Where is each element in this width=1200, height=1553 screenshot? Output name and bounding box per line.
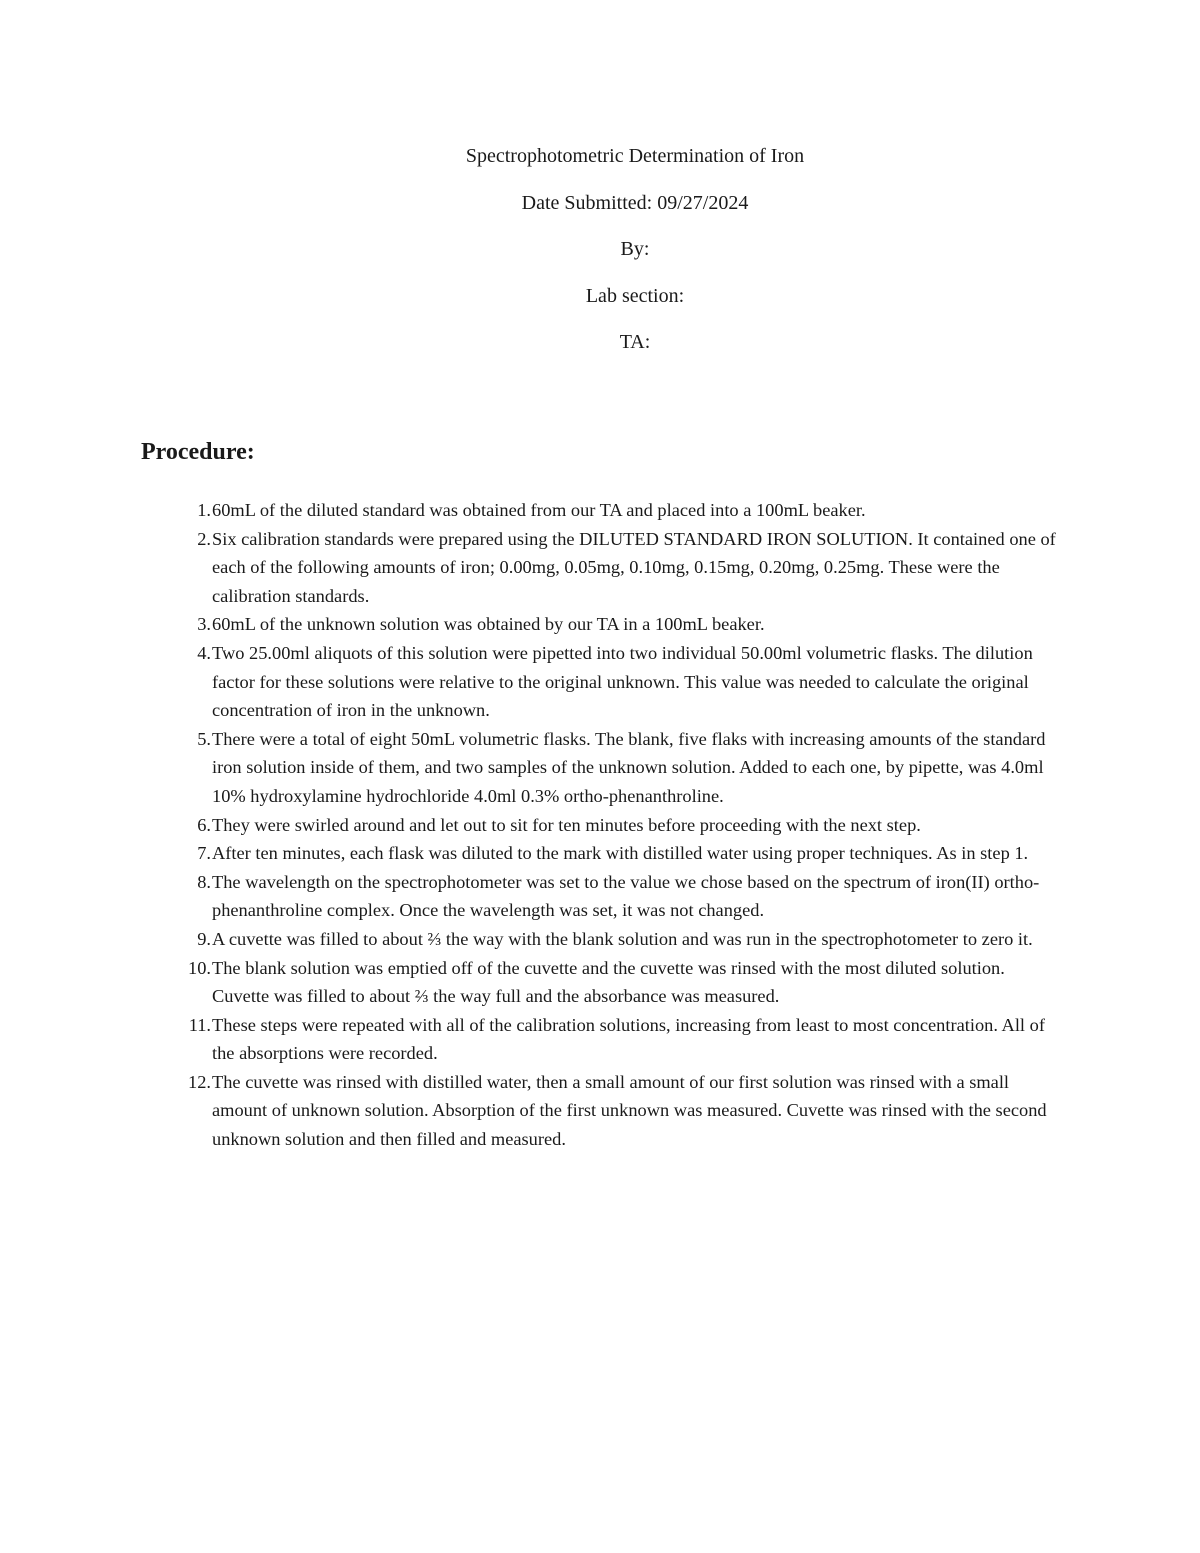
step-text: They were swirled around and let out to sit for ten minutes before proceeding with the next step. xyxy=(212,814,921,835)
procedure-step xyxy=(141,811,1066,840)
step-text: There were a total of eight 50mL volumetric flasks. The blank, five flaks with increasing amounts of the standard iron solution inside of them, and two samples of the unknown solution. Added to each one, by pipette, was 4.0ml 10% hydroxylamine hydrochloride 4.0ml 0.3% ortho-phenanthroline. xyxy=(212,728,1046,806)
author-line: By: xyxy=(620,238,650,260)
procedure-step xyxy=(141,839,1066,868)
step-number: 5. xyxy=(197,728,211,749)
procedure-heading: Procedure: xyxy=(141,439,255,465)
step-number: 10. xyxy=(188,957,211,978)
step-text: The cuvette was rinsed with distilled water, then a small amount of our first solution was rinsed with a small amount of unknown solution. Absorption of the first unknown was measured. Cuvette was rinsed with the second unknown solution and then filled and measured. xyxy=(212,1071,1047,1150)
step-text: After ten minutes, each flask was diluted to the mark with distilled water using proper techniques. As in step 1. xyxy=(212,843,1029,864)
step-number: 9. xyxy=(197,928,211,949)
step-number: 12. xyxy=(188,1071,211,1092)
step-number: 6. xyxy=(197,814,211,835)
procedure-step xyxy=(141,1011,1066,1068)
step-text: 60mL of the unknown solution was obtained by our TA in a 100mL beaker. xyxy=(212,614,765,635)
step-number: 3. xyxy=(197,614,211,635)
procedure-step xyxy=(141,725,1066,811)
procedure-step xyxy=(141,610,1066,639)
procedure-step xyxy=(141,525,1066,611)
step-text: The blank solution was emptied off of the cuvette and the cuvette was rinsed with the most diluted solution. Cuvette was filled to about ⅔ the way full and the absorbance was measured. xyxy=(212,957,1005,1007)
date-submitted: Date Submitted: 09/27/2024 xyxy=(521,191,749,214)
step-number: 1. xyxy=(197,500,211,520)
procedure-step xyxy=(141,496,1066,525)
procedure-step xyxy=(141,954,1066,1011)
document-title: Spectrophotometric Determination of Iron xyxy=(465,145,805,167)
title-block xyxy=(0,142,1200,375)
procedure-steps xyxy=(141,496,1066,1154)
step-text: Six calibration standards were prepared using the DILUTED STANDARD IRON SOLUTION. It contained one of each of the following amounts of iron; 0.00mg, 0.05mg, 0.10mg, 0.15mg, 0.20mg, 0.25mg. These were the calibration standards. xyxy=(212,528,1056,606)
lab-section-line: Lab section: xyxy=(585,284,685,307)
procedure-step xyxy=(141,925,1066,954)
procedure-step xyxy=(141,868,1066,925)
step-text: A cuvette was filled to about ⅔ the way with the blank solution and was run in the spectrophotometer to zero it. xyxy=(212,928,1033,949)
step-number: 2. xyxy=(197,528,211,549)
step-text: Two 25.00ml aliquots of this solution were pipetted into two individual 50.00ml volumetric flasks. The dilution factor for these solutions were relative to the original unknown. This value was needed to calculate the original concentration of iron in the unknown. xyxy=(212,642,1033,721)
step-number: 8. xyxy=(197,871,211,892)
step-text: The wavelength on the spectrophotometer was set to the value we chose based on the spectrum of iron(II) ortho-phenanthroline complex. Once the wavelength was set, it was not changed. xyxy=(212,871,1040,921)
step-text: 60mL of the diluted standard was obtained from our TA and placed into a 100mL beaker. xyxy=(212,500,866,520)
step-number: 4. xyxy=(197,642,211,663)
ta-line: TA: xyxy=(619,331,651,353)
procedure-step xyxy=(141,1068,1066,1154)
step-number: 7. xyxy=(197,843,211,864)
procedure-step xyxy=(141,639,1066,725)
step-number: 11. xyxy=(188,1014,211,1035)
step-text: These steps were repeated with all of the calibration solutions, increasing from least to most concentration. All of the absorptions were recorded. xyxy=(212,1014,1045,1064)
